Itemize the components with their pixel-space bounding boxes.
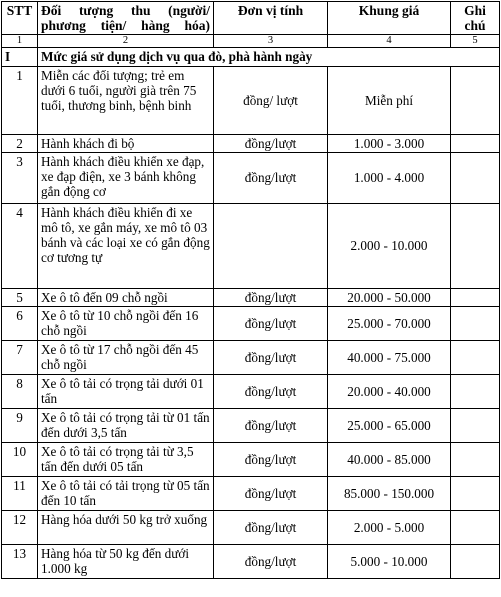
row-stt: 4 bbox=[2, 203, 38, 288]
row-note bbox=[451, 341, 500, 375]
row-price: 20.000 - 50.000 bbox=[328, 288, 451, 306]
row-object: Hành khách đi bộ bbox=[38, 134, 214, 152]
table-body bbox=[2, 48, 500, 579]
row-price: 25.000 - 70.000 bbox=[328, 307, 451, 341]
row-note bbox=[451, 134, 500, 152]
column-number: 1 bbox=[2, 35, 38, 48]
row-stt: 3 bbox=[2, 152, 38, 203]
row-object: Xe ô tô từ 10 chỗ ngồi đến 16 chỗ ngồi bbox=[38, 307, 214, 341]
row-unit: đồng/lượt bbox=[214, 288, 328, 306]
row-note bbox=[451, 477, 500, 511]
row-unit: đồng/lượt bbox=[214, 409, 328, 443]
row-note bbox=[451, 288, 500, 306]
row-stt: 9 bbox=[2, 409, 38, 443]
row-stt: 2 bbox=[2, 134, 38, 152]
row-object: Xe ô tô tải có trọng tải từ 3,5 tấn đến dưới 05 tấn bbox=[38, 443, 214, 477]
table-row bbox=[2, 307, 500, 341]
row-note bbox=[451, 152, 500, 203]
table-row bbox=[2, 511, 500, 545]
column-number: 4 bbox=[328, 35, 451, 48]
row-stt: 11 bbox=[2, 477, 38, 511]
row-price: Miễn phí bbox=[328, 66, 451, 134]
row-object: Hành khách điều khiển xe đạp, xe đạp điện, xe 3 bánh không gắn động cơ bbox=[38, 152, 214, 203]
row-stt: 1 bbox=[2, 66, 38, 134]
row-stt: 12 bbox=[2, 511, 38, 545]
row-object: Hành khách điều khiển đi xe mô tô, xe gắn máy, xe mô tô 03 bánh và các loại xe có gắn động cơ tương tự bbox=[38, 203, 214, 288]
table-row bbox=[2, 288, 500, 306]
row-note bbox=[451, 203, 500, 288]
row-price: 85.000 - 150.000 bbox=[328, 477, 451, 511]
header-row bbox=[2, 2, 500, 35]
row-note bbox=[451, 511, 500, 545]
section-number: I bbox=[2, 48, 38, 66]
row-object: Xe ô tô tải có tải trọng từ 05 tấn đến 10 tấn bbox=[38, 477, 214, 511]
row-unit: đồng/lượt bbox=[214, 134, 328, 152]
table-row bbox=[2, 477, 500, 511]
row-stt: 13 bbox=[2, 545, 38, 579]
row-stt: 10 bbox=[2, 443, 38, 477]
table-row bbox=[2, 375, 500, 409]
row-price: 5.000 - 10.000 bbox=[328, 545, 451, 579]
row-stt: 6 bbox=[2, 307, 38, 341]
row-object: Hàng hóa từ 50 kg đến dưới 1.000 kg bbox=[38, 545, 214, 579]
row-object: Xe ô tô tải có trọng tải dưới 01 tấn bbox=[38, 375, 214, 409]
row-price: 2.000 - 10.000 bbox=[328, 203, 451, 288]
price-table bbox=[1, 1, 500, 579]
table-row bbox=[2, 341, 500, 375]
row-note bbox=[451, 375, 500, 409]
row-unit bbox=[214, 203, 328, 288]
row-price: 1.000 - 4.000 bbox=[328, 152, 451, 203]
table-row bbox=[2, 203, 500, 288]
row-unit: đồng/lượt bbox=[214, 443, 328, 477]
header-unit: Đơn vị tính bbox=[214, 2, 328, 35]
header-note: Ghi chú bbox=[451, 2, 500, 35]
header-price: Khung giá bbox=[328, 2, 451, 35]
row-note bbox=[451, 545, 500, 579]
row-object: Miễn các đối tượng; trẻ em dưới 6 tuổi, người già trên 75 tuổi, thương binh, bệnh binh bbox=[38, 66, 214, 134]
table-row bbox=[2, 545, 500, 579]
row-unit: đồng/lượt bbox=[214, 545, 328, 579]
column-number-row bbox=[2, 35, 500, 48]
row-object: Xe ô tô tải có trọng tải từ 01 tấn đến dưới 3,5 tấn bbox=[38, 409, 214, 443]
section-row bbox=[2, 48, 500, 66]
row-unit: đồng/lượt bbox=[214, 307, 328, 341]
row-price: 1.000 - 3.000 bbox=[328, 134, 451, 152]
row-stt: 7 bbox=[2, 341, 38, 375]
row-note bbox=[451, 66, 500, 134]
row-unit: đồng/lượt bbox=[214, 341, 328, 375]
row-note bbox=[451, 443, 500, 477]
row-object: Xe ô tô đến 09 chỗ ngồi bbox=[38, 288, 214, 306]
row-price: 20.000 - 40.000 bbox=[328, 375, 451, 409]
header-stt: STT bbox=[2, 2, 38, 35]
section-title: Mức giá sử dụng dịch vụ qua đò, phà hành ngày bbox=[38, 48, 500, 66]
table-row bbox=[2, 66, 500, 134]
row-price: 25.000 - 65.000 bbox=[328, 409, 451, 443]
column-number: 2 bbox=[38, 35, 214, 48]
row-note bbox=[451, 307, 500, 341]
table-row bbox=[2, 152, 500, 203]
row-unit: đồng/ lượt bbox=[214, 66, 328, 134]
table-row bbox=[2, 409, 500, 443]
row-price: 40.000 - 85.000 bbox=[328, 443, 451, 477]
row-price: 40.000 - 75.000 bbox=[328, 341, 451, 375]
row-stt: 5 bbox=[2, 288, 38, 306]
column-number: 5 bbox=[451, 35, 500, 48]
row-stt: 8 bbox=[2, 375, 38, 409]
row-unit: đồng/lượt bbox=[214, 152, 328, 203]
row-unit: đồng/lượt bbox=[214, 375, 328, 409]
row-unit: đồng/lượt bbox=[214, 477, 328, 511]
header-object: Đối tượng thu (người/ phương tiện/ hàng hóa) bbox=[38, 2, 214, 35]
table-row bbox=[2, 443, 500, 477]
row-note bbox=[451, 409, 500, 443]
row-object: Hàng hóa dưới 50 kg trở xuống bbox=[38, 511, 214, 545]
column-number: 3 bbox=[214, 35, 328, 48]
row-price: 2.000 - 5.000 bbox=[328, 511, 451, 545]
row-unit: đồng/lượt bbox=[214, 511, 328, 545]
table-row bbox=[2, 134, 500, 152]
row-object: Xe ô tô từ 17 chỗ ngồi đến 45 chỗ ngồi bbox=[38, 341, 214, 375]
